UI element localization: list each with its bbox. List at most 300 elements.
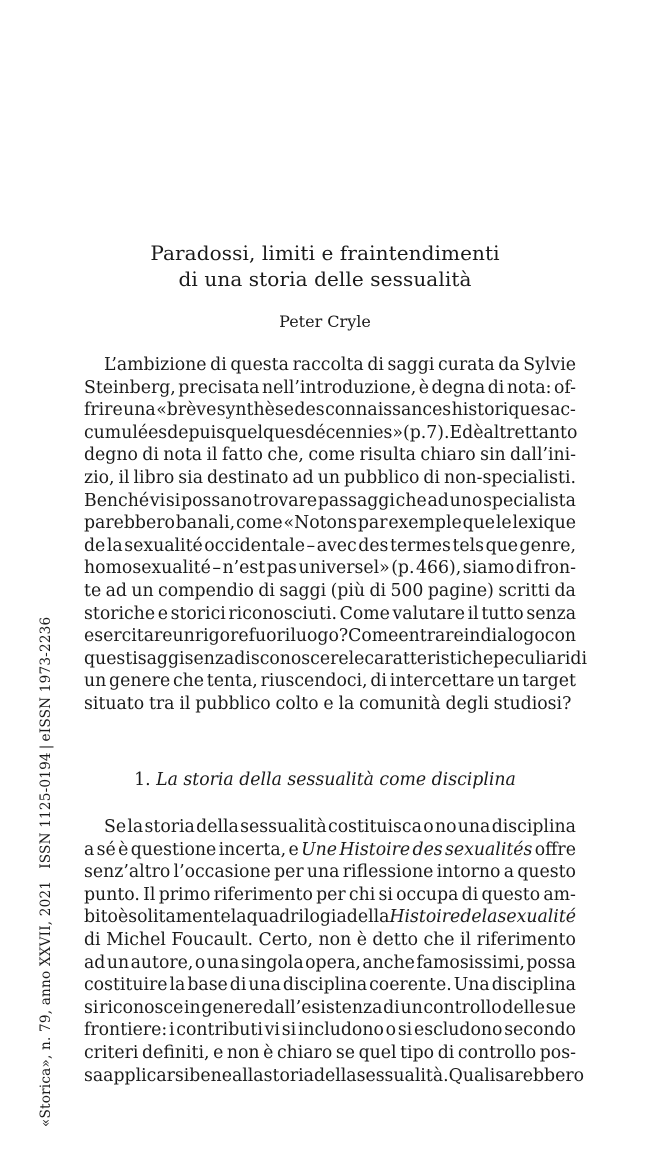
word: parebbero (84, 513, 175, 534)
word: homosexualité (84, 558, 211, 579)
word: quel (358, 1042, 397, 1063)
word: di (229, 975, 247, 996)
word: le (348, 648, 365, 669)
word: il (118, 467, 130, 488)
word: tra (148, 693, 175, 714)
word: Une (301, 839, 337, 860)
word: riconosce (99, 997, 184, 1018)
word: trovare (252, 490, 318, 511)
word: primo (158, 884, 211, 905)
word: o (194, 952, 206, 973)
word: per (316, 884, 346, 905)
word: Michel (106, 929, 166, 950)
word: il (467, 603, 479, 624)
word: di (461, 884, 479, 905)
word: fatto (221, 445, 263, 466)
word: sin (480, 445, 506, 466)
word: i (168, 1020, 175, 1041)
word: a (503, 862, 515, 883)
word: è (117, 907, 129, 928)
word: senz’altro (84, 862, 171, 883)
word: una (123, 400, 156, 421)
word: saggi (387, 355, 435, 375)
word: una (457, 817, 491, 837)
text-line (84, 444, 576, 467)
text-line (84, 670, 576, 693)
word: 7). (426, 422, 450, 443)
text-line (84, 839, 576, 862)
word: nota: (506, 377, 552, 398)
word: pos- (539, 1042, 576, 1063)
word: passaggi (317, 490, 395, 511)
word: la (169, 975, 186, 996)
word: Sylvie (523, 355, 576, 375)
word: am- (543, 884, 576, 905)
word: a (84, 839, 95, 860)
word: curata (438, 355, 495, 375)
word: occupa (396, 884, 459, 905)
word: chiaro (276, 1042, 333, 1063)
word: disciplina (282, 975, 368, 996)
word: synthèse (216, 400, 294, 421)
word: termes (389, 535, 451, 556)
word: il (179, 693, 191, 714)
word: nota (163, 445, 203, 466)
word: disconoscere (234, 648, 349, 669)
word: sarebbero (495, 1065, 584, 1086)
word: Steinberg, (84, 377, 176, 398)
word: possano (181, 490, 253, 511)
word: anche (362, 952, 415, 973)
word: riferimento (476, 929, 576, 950)
word: compendio (158, 580, 254, 601)
word: Histoire (389, 907, 461, 928)
text-line (84, 422, 576, 445)
article-author: Peter Cryle (279, 312, 371, 331)
word: luogo? (290, 626, 349, 647)
word: si (84, 997, 99, 1018)
word: sexualités (445, 839, 533, 860)
text-line (84, 1042, 576, 1065)
text-line (84, 974, 576, 997)
word: des (294, 400, 325, 421)
word: sessualità (240, 817, 327, 837)
word: detto (372, 929, 419, 950)
word: tutto (481, 603, 524, 624)
word: lexique (512, 513, 576, 534)
word: que (462, 513, 496, 534)
word: Ed (449, 422, 474, 443)
word: storici (170, 603, 226, 624)
word: è (418, 377, 429, 398)
word: di (142, 445, 159, 466)
journal-sidebar-info (38, 617, 54, 1127)
word: le (495, 513, 512, 534)
word: 500 (390, 580, 424, 601)
word: controllo (423, 997, 502, 1018)
word: intorno (436, 862, 501, 883)
text-line (84, 1019, 576, 1042)
word: ad (84, 952, 106, 973)
word: un (84, 671, 107, 692)
word: di (367, 355, 384, 375)
word: storiche (84, 603, 156, 624)
text-line (84, 1065, 584, 1088)
word: décennies» (304, 422, 403, 443)
text-line (84, 603, 576, 626)
word: criteri (84, 1042, 139, 1063)
word: la (481, 907, 498, 928)
word: un (172, 626, 195, 647)
word: come (235, 513, 283, 534)
text-line (84, 816, 576, 839)
word: si (378, 884, 393, 905)
word: alla (231, 1065, 264, 1086)
word: entrare (398, 626, 464, 647)
word: saggi (137, 648, 185, 669)
word: ad (105, 580, 127, 601)
text-line (84, 906, 576, 929)
word: tels (452, 535, 485, 556)
word: sexualité (124, 535, 203, 556)
word: da (554, 580, 576, 601)
word: exemple (388, 513, 462, 534)
word: de (84, 535, 106, 556)
text-line (84, 997, 576, 1020)
word: de (460, 907, 482, 928)
word: te (84, 580, 102, 601)
word: che (395, 490, 427, 511)
word: in (463, 626, 481, 647)
word: pubblico (195, 693, 271, 714)
word: singola (240, 952, 304, 973)
word: non (226, 1042, 260, 1063)
word: (più (330, 580, 366, 601)
word: fuori (248, 626, 291, 647)
word: questione (130, 839, 217, 860)
word: di (369, 580, 387, 601)
word: – (212, 558, 221, 579)
word: Se (104, 817, 127, 837)
word: di (515, 558, 533, 579)
word: il (206, 445, 218, 466)
word: si (281, 1020, 297, 1041)
word: in (184, 997, 201, 1018)
issn: ISSN 1125-0194 (38, 752, 54, 869)
word: un (131, 580, 154, 601)
word: escludono (413, 1020, 503, 1041)
word: 466), (416, 558, 462, 579)
word: Foucault. (171, 929, 254, 950)
word: è (263, 1042, 274, 1063)
word: comunità (359, 693, 441, 714)
word: raccolta (292, 355, 364, 375)
word: opera, (305, 952, 361, 973)
word: target (522, 671, 576, 692)
word: ac- (550, 400, 576, 421)
word: of- (553, 377, 576, 398)
word: quadrilogia (246, 907, 347, 928)
word: avec (316, 535, 357, 556)
word: e (213, 1042, 224, 1063)
word: di (423, 467, 440, 488)
word: si (397, 1020, 413, 1041)
word: Benché (84, 490, 150, 511)
word: chi (348, 884, 376, 905)
word: siamo (462, 558, 515, 579)
word: o (385, 1020, 397, 1041)
word: è (118, 839, 129, 860)
word: l’occasione (173, 862, 271, 883)
word: L’ambizione (104, 355, 207, 375)
word: pagine) (427, 580, 494, 601)
word: autore, (130, 952, 194, 973)
word: Certo, (258, 929, 314, 950)
word: riconosciuti. (228, 603, 337, 624)
word: sé (96, 839, 116, 860)
word: valutare (392, 603, 465, 624)
word: sue (545, 997, 576, 1018)
word: è (473, 422, 484, 443)
word: no (434, 817, 457, 837)
word: un (106, 952, 130, 973)
word: quelques (225, 422, 305, 443)
word: disciplina (491, 975, 576, 996)
word: libro (133, 467, 175, 488)
word: degna (431, 377, 486, 398)
word: non-specialisti. (443, 467, 576, 488)
word: genere (109, 671, 171, 692)
text-line (84, 861, 576, 884)
text-line (84, 354, 576, 377)
word: la (106, 535, 123, 556)
word: vi (149, 490, 166, 511)
word: di (210, 355, 227, 375)
word: di (437, 1042, 455, 1063)
word: secondo (504, 1020, 576, 1041)
word: bito (84, 907, 118, 928)
word: Una (453, 975, 490, 996)
word: riferimento (213, 884, 313, 905)
word: sexualité (497, 907, 576, 928)
word: la (127, 817, 144, 837)
word: peculiari (493, 648, 571, 669)
word: pubblico (343, 467, 420, 488)
word: che (423, 929, 455, 950)
article-title-line-1: Paradossi, limiti e fraintendimenti (150, 241, 500, 265)
sidebar-separator: | (38, 744, 54, 750)
word: par (357, 513, 388, 534)
text-line (84, 377, 576, 400)
word: dall’ini- (510, 445, 576, 466)
word: – (306, 535, 316, 556)
eissn: eISSN 1973-2236 (38, 616, 54, 742)
word: e (323, 693, 334, 714)
text-line (84, 490, 576, 513)
word: una (306, 862, 340, 883)
word: Come (348, 626, 399, 647)
word: definiti, (142, 1042, 210, 1063)
section-title: La storia della sessualità come disciplina (156, 770, 516, 790)
word: rigore (194, 626, 249, 647)
text-line (84, 512, 576, 535)
word: genere (201, 997, 263, 1018)
word: solitamente (128, 907, 231, 928)
word: situato (84, 693, 145, 714)
word: che (172, 671, 204, 692)
journal-citation: «Storica», n. 79, anno XXVII, 2021 (38, 880, 54, 1127)
word: caratteristiche (364, 648, 494, 669)
word: una (248, 975, 281, 996)
word: un (400, 997, 423, 1018)
word: della (346, 907, 390, 928)
word: storia (263, 1065, 314, 1086)
word: delle (502, 997, 545, 1018)
word: Come (339, 603, 390, 624)
word: Il (143, 884, 156, 905)
word: Quali (448, 1065, 496, 1086)
text-line (84, 952, 576, 975)
word: di (258, 580, 275, 601)
word: precisata (178, 377, 260, 398)
word: pas (266, 558, 297, 579)
word: riuscendoci, (260, 671, 368, 692)
article-title (0, 240, 650, 292)
word: controllo (457, 1042, 537, 1063)
word: questo (517, 862, 576, 883)
word: studiosi? (493, 693, 572, 714)
word: incerta, (218, 839, 287, 860)
word: questi (84, 648, 138, 669)
section-number: 1. (134, 770, 151, 790)
word: historiques (451, 400, 550, 421)
word: sessualità. (356, 1065, 449, 1086)
word: e (157, 603, 168, 624)
word: degno (84, 445, 138, 466)
text-line (84, 648, 588, 671)
word: frontiere: (84, 1020, 168, 1041)
word: specialista (483, 490, 576, 511)
word: offre (534, 839, 576, 860)
word: genre, (519, 535, 576, 556)
word: applicarsi (103, 1065, 190, 1086)
word: non (318, 929, 352, 950)
word: come (308, 445, 356, 466)
word: des (358, 535, 389, 556)
word: con (544, 626, 576, 647)
word: vi (264, 1020, 280, 1041)
word: della (196, 817, 239, 837)
word: possa (526, 952, 576, 973)
word: sa (84, 1065, 104, 1086)
word: di (570, 648, 588, 669)
word: ad (427, 490, 449, 511)
article-title-line-2: di una storia delle sessualità (178, 267, 472, 291)
word: senza (184, 648, 235, 669)
word: costituire (84, 975, 168, 996)
word: (p. (402, 422, 427, 443)
text-line (84, 929, 576, 952)
word: e (288, 839, 299, 860)
word: occidentale (204, 535, 305, 556)
word: è (356, 929, 367, 950)
word: tenta, (206, 671, 258, 692)
word: depuis (167, 422, 226, 443)
word: di (370, 671, 387, 692)
word: storia (144, 817, 195, 837)
word: «brève (156, 400, 217, 421)
text-line (84, 625, 576, 648)
word: des (412, 839, 443, 860)
word: uno (449, 490, 483, 511)
word: intercettare (389, 671, 495, 692)
word: di (84, 929, 101, 950)
word: Histoire (339, 839, 411, 860)
text-line (84, 884, 576, 907)
word: universel» (298, 558, 390, 579)
text-line (84, 580, 576, 603)
word: la (338, 693, 355, 714)
word: un (317, 467, 340, 488)
word: degli (445, 693, 489, 714)
word: contributi (176, 1020, 263, 1041)
word: di (383, 997, 400, 1018)
word: la (230, 907, 247, 928)
section-paragraph (84, 816, 584, 1087)
word: cumulées (84, 422, 168, 443)
word: «Notons (283, 513, 357, 534)
word: chiaro (420, 445, 476, 466)
word: disciplina (491, 817, 576, 837)
intro-paragraph (84, 354, 588, 716)
word: il (460, 929, 472, 950)
word: base (187, 975, 228, 996)
word: zio, (84, 467, 115, 488)
word: di (487, 377, 505, 398)
word: famosissimi, (416, 952, 525, 973)
section-heading (0, 769, 650, 791)
word: sia (178, 467, 203, 488)
word: (p. (391, 558, 415, 579)
word: che, (267, 445, 304, 466)
word: risulta (359, 445, 416, 466)
word: fron- (533, 558, 576, 579)
word: da (498, 355, 520, 375)
word: esercitare (84, 626, 173, 647)
word: ad (292, 467, 314, 488)
word: scritti (498, 580, 551, 601)
word: colto (275, 693, 319, 714)
word: tipo (400, 1042, 435, 1063)
word: banali, (175, 513, 236, 534)
word: se (335, 1042, 355, 1063)
word: punto. (84, 884, 140, 905)
word: o (423, 817, 434, 837)
word: coerente. (369, 975, 452, 996)
word: dialogo (480, 626, 545, 647)
word: altrettanto (483, 422, 578, 443)
word: costituisca (328, 817, 422, 837)
word: includono (297, 1020, 384, 1041)
word: un (497, 671, 520, 692)
word: que (485, 535, 518, 556)
text-line (84, 535, 576, 558)
word: n’est (222, 558, 266, 579)
word: si (165, 490, 181, 511)
text-line (84, 467, 576, 490)
word: una (206, 952, 240, 973)
text-line (84, 399, 576, 422)
